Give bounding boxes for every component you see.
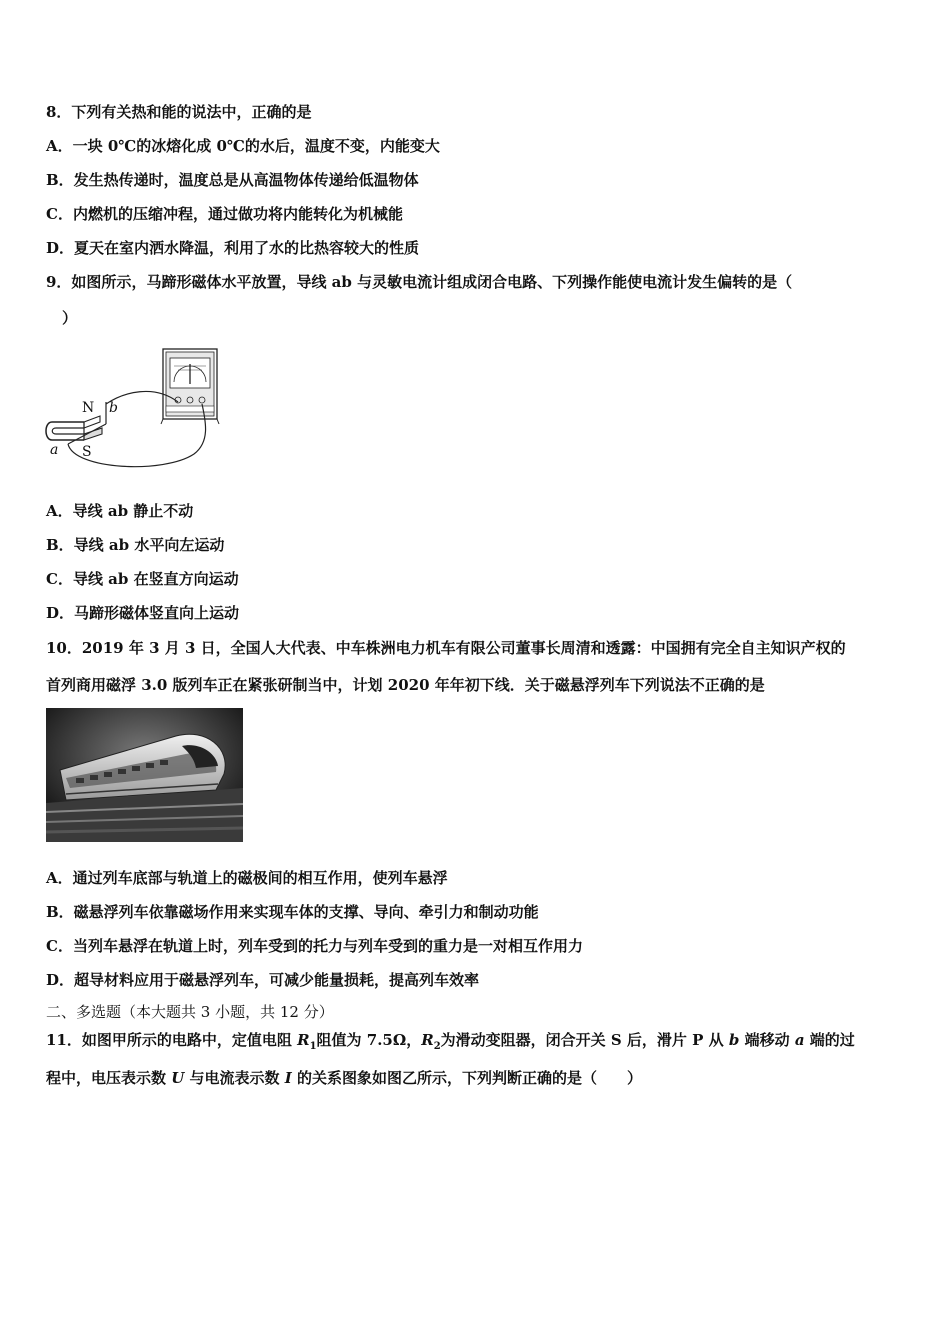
q11-i-var: I (284, 1069, 292, 1087)
q11-text-1: 11．如图甲所示的电路中，定值电阻 (46, 1031, 298, 1049)
section-title-multiple-choice: 二、多选题（本大题共 3 小题，共 12 分） (46, 1003, 334, 1021)
magnet-galvanometer-figure (44, 344, 226, 476)
label-n: N (82, 400, 95, 416)
q11-text-4: 端移动 (739, 1031, 795, 1049)
q9-option-b: B．导线 ab 水平向左运动 (46, 536, 225, 554)
q10-stem-line2: 首列商用磁浮 3.0 版列车正在紧张研制当中，计划 2020 年年初下线．关于磁悬浮列车下列说法不正确的是 (46, 676, 765, 694)
q9-option-a: A．导线 ab 静止不动 (46, 502, 194, 520)
q11-text-7: 与电流表示数 (184, 1069, 285, 1087)
q10-option-a: A．通过列车底部与轨道上的磁极间的相互作用，使列车悬浮 (46, 869, 448, 887)
q10-stem-line1: 10．2019 年 3 月 3 日，全国人大代表、中车株洲电力机车有限公司董事长周清和透露：中国拥有完全自主知识产权的 (46, 639, 846, 657)
q10-option-b: B．磁悬浮列车依靠磁场作用来实现车体的支撑、导向、牵引力和制动功能 (46, 903, 539, 921)
q9-option-d: D．马蹄形磁体竖直向上运动 (46, 604, 240, 622)
q11-u-var: U (171, 1069, 185, 1087)
q10-option-d: D．超导材料应用于磁悬浮列车，可减少能量损耗，提高列车效率 (46, 971, 480, 989)
q9-option-c: C．导线 ab 在竖直方向运动 (46, 570, 239, 588)
q8-option-a: A．一块 0℃的冰熔化成 0℃的水后，温度不变，内能变大 (46, 137, 440, 155)
q11-text-5: 端的过 (804, 1031, 855, 1049)
q11-r2: R (421, 1031, 434, 1049)
q11-r2-sub: 2 (433, 1041, 441, 1052)
q8-stem: 8．下列有关热和能的说法中，正确的是 (46, 103, 312, 121)
q11-r1-sub: 1 (309, 1041, 317, 1052)
q11-a-var: a (794, 1031, 805, 1049)
q9-stem-close: ） (62, 309, 78, 327)
q11-text-3: 为滑动变阻器，闭合开关 S 后，滑片 P 从 (440, 1031, 729, 1049)
q8-option-b: B．发生热传递时，温度总是从高温物体传递给低温物体 (46, 171, 419, 189)
q11-stem-line2 (46, 1068, 642, 1088)
q11-text-2: 阻值为 7.5Ω， (316, 1031, 422, 1049)
q10-option-c: C．当列车悬浮在轨道上时，列车受到的托力与列车受到的重力是一对相互作用力 (46, 937, 583, 955)
q8-option-c: C．内燃机的压缩冲程，通过做功将内能转化为机械能 (46, 205, 403, 223)
maglev-train-photo (46, 708, 243, 842)
q11-stem-line1 (46, 1030, 855, 1057)
label-b: b (109, 400, 118, 416)
q11-text-8: 的关系图象如图乙所示，下列判断正确的是（ ） (291, 1069, 643, 1087)
label-a: a (50, 442, 59, 458)
q11-b-var: b (728, 1031, 740, 1049)
q8-option-d: D．夏天在室内洒水降温，利用了水的比热容较大的性质 (46, 239, 420, 257)
q11-r1: R (297, 1031, 310, 1049)
q9-stem: 9．如图所示，马蹄形磁体水平放置，导线 ab 与灵敏电流计组成闭合电路、下列操作能使电流计发生偏转的是（ (46, 273, 793, 291)
label-s: S (82, 444, 92, 460)
q11-text-6: 程中，电压表示数 (46, 1069, 172, 1087)
